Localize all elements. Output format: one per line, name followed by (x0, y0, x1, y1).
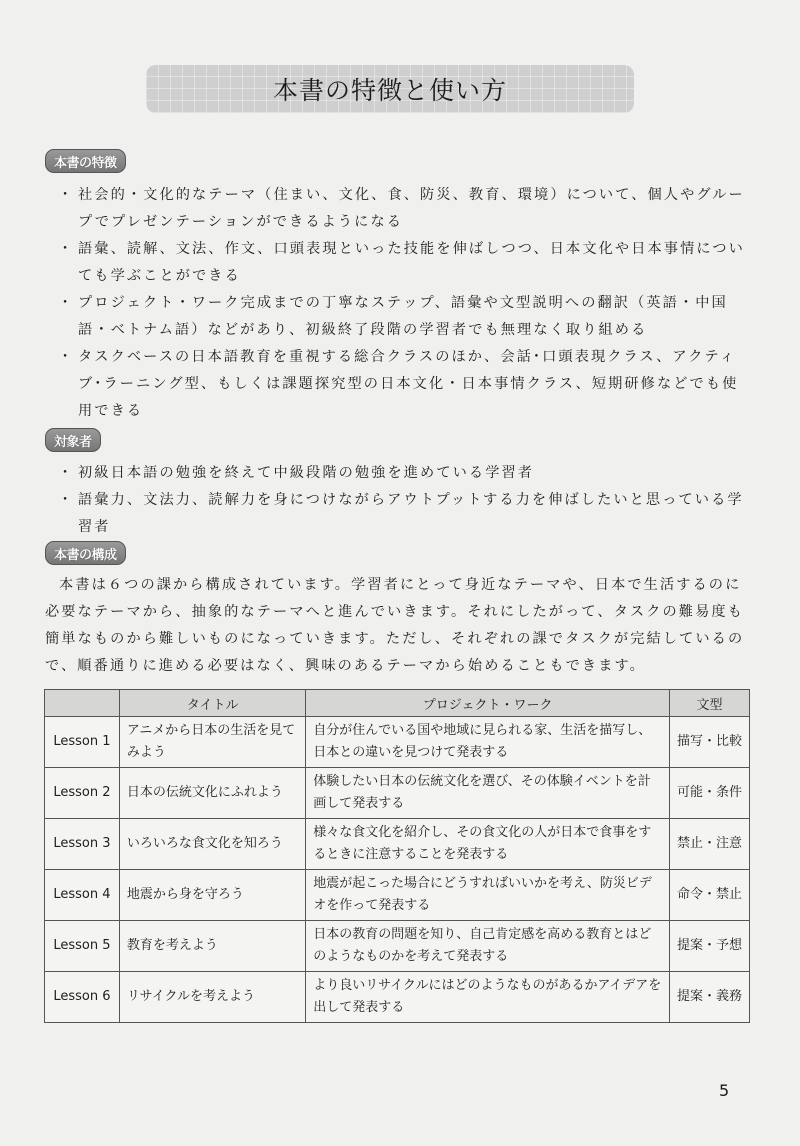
list-item: ・ タスクベースの日本語教育を重視する総合クラスのほか、会話･口頭表現クラス、アクティブ･ラーニング型、もしくは課題探究型の日本文化・日本事情クラス、短期研修などでも使用できる (58, 344, 748, 425)
list-item: ・ 社会的・文化的なテーマ（住まい、文化、食、防災、教育、環境）について、個人やグループでプレゼンテーションができるようになる (58, 182, 748, 236)
lesson-cell: Lesson 6 (45, 972, 120, 1023)
table-row (45, 768, 750, 819)
table-row (45, 921, 750, 972)
section-label-features: 本書の特徴 (45, 149, 126, 173)
section-label-audience: 対象者 (45, 428, 101, 452)
title-cell: 教育を考えよう (119, 921, 305, 972)
page-number: 5 (719, 1081, 730, 1100)
list-item: ・ 語彙力、文法力、読解力を身につけながらアウトプットする力を伸ばしたいと思っている学習者 (58, 487, 748, 541)
title-cell: いろいろな食文化を知ろう (119, 819, 305, 870)
header-grammar: 文型 (669, 690, 749, 717)
table-row (45, 819, 750, 870)
list-item: ・ プロジェクト・ワーク完成までの丁寧なステップ、語彙や文型説明への翻訳（英語・中国語・ベトナム語）などがあり、初級終了段階の学習者でも無理なく取り組める (58, 290, 748, 344)
title-band (146, 65, 634, 113)
audience-list (58, 460, 748, 541)
table-row (45, 972, 750, 1023)
lesson-cell: Lesson 1 (45, 717, 120, 768)
title-cell: 地震から身を守ろう (119, 870, 305, 921)
title-cell: アニメから日本の生活を見てみよう (119, 717, 305, 768)
grammar-cell: 可能・条件 (669, 768, 749, 819)
lesson-cell: Lesson 4 (45, 870, 120, 921)
bullet-icon: ・ (58, 187, 75, 203)
list-item: ・ 語彙、読解、文法、作文、口頭表現といった技能を伸ばしつつ、日本文化や日本事情についても学ぶことができる (58, 236, 748, 290)
grammar-cell: 命令・禁止 (669, 870, 749, 921)
section-label-structure: 本書の構成 (45, 541, 126, 565)
project-cell: 体験したい日本の伝統文化を選び、その体験イベントを計画して発表する (306, 768, 670, 819)
project-cell: より良いリサイクルにはどのようなものがあるかアイデアを出して発表する (306, 972, 670, 1023)
title-cell: リサイクルを考えよう (119, 972, 305, 1023)
bullet-icon: ・ (58, 241, 75, 257)
lesson-cell: Lesson 3 (45, 819, 120, 870)
features-list (58, 182, 748, 425)
header-project: プロジェクト・ワーク (306, 690, 670, 717)
project-cell: 様々な食文化を紹介し、その食文化の人が日本で食事をするときに注意することを発表する (306, 819, 670, 870)
page-title: 本書の特徴と使い方 (272, 76, 507, 105)
lesson-cell: Lesson 2 (45, 768, 120, 819)
project-cell: 地震が起こった場合にどうすればいいかを考え、防災ビデオを作って発表する (306, 870, 670, 921)
project-cell: 日本の教育の問題を知り、自己肯定感を高める教育とはどのようなものかを考えて発表する (306, 921, 670, 972)
title-cell: 日本の伝統文化にふれよう (119, 768, 305, 819)
header-lesson (45, 690, 120, 717)
table-row (45, 717, 750, 768)
table-row (45, 870, 750, 921)
grammar-cell: 描写・比較 (669, 717, 749, 768)
bullet-icon: ・ (58, 465, 75, 481)
lessons-table (44, 689, 750, 1023)
grammar-cell: 提案・義務 (669, 972, 749, 1023)
grammar-cell: 提案・予想 (669, 921, 749, 972)
table-header-row (45, 690, 750, 717)
lesson-cell: Lesson 5 (45, 921, 120, 972)
grammar-cell: 禁止・注意 (669, 819, 749, 870)
bullet-icon: ・ (58, 492, 75, 508)
bullet-icon: ・ (58, 349, 75, 365)
list-item: ・ 初級日本語の勉強を終えて中級段階の勉強を進めている学習者 (58, 460, 748, 487)
header-title: タイトル (119, 690, 305, 717)
bullet-icon: ・ (58, 295, 75, 311)
project-cell: 自分が住んでいる国や地域に見られる家、生活を描写し、日本との違いを見つけて発表する (306, 717, 670, 768)
structure-paragraph: 本書は６つの課から構成されています。学習者にとって身近なテーマや、日本で生活するのに必要なテーマから、抽象的なテーマへと進んでいきます。それにしたがって、タスクの難易度も簡単なものから難しいものになっていきます。ただし、それぞれの課でタスクが完結しているので、順番通りに進める必要はなく、興味のあるテーマから始めることもできます。 (45, 577, 745, 674)
